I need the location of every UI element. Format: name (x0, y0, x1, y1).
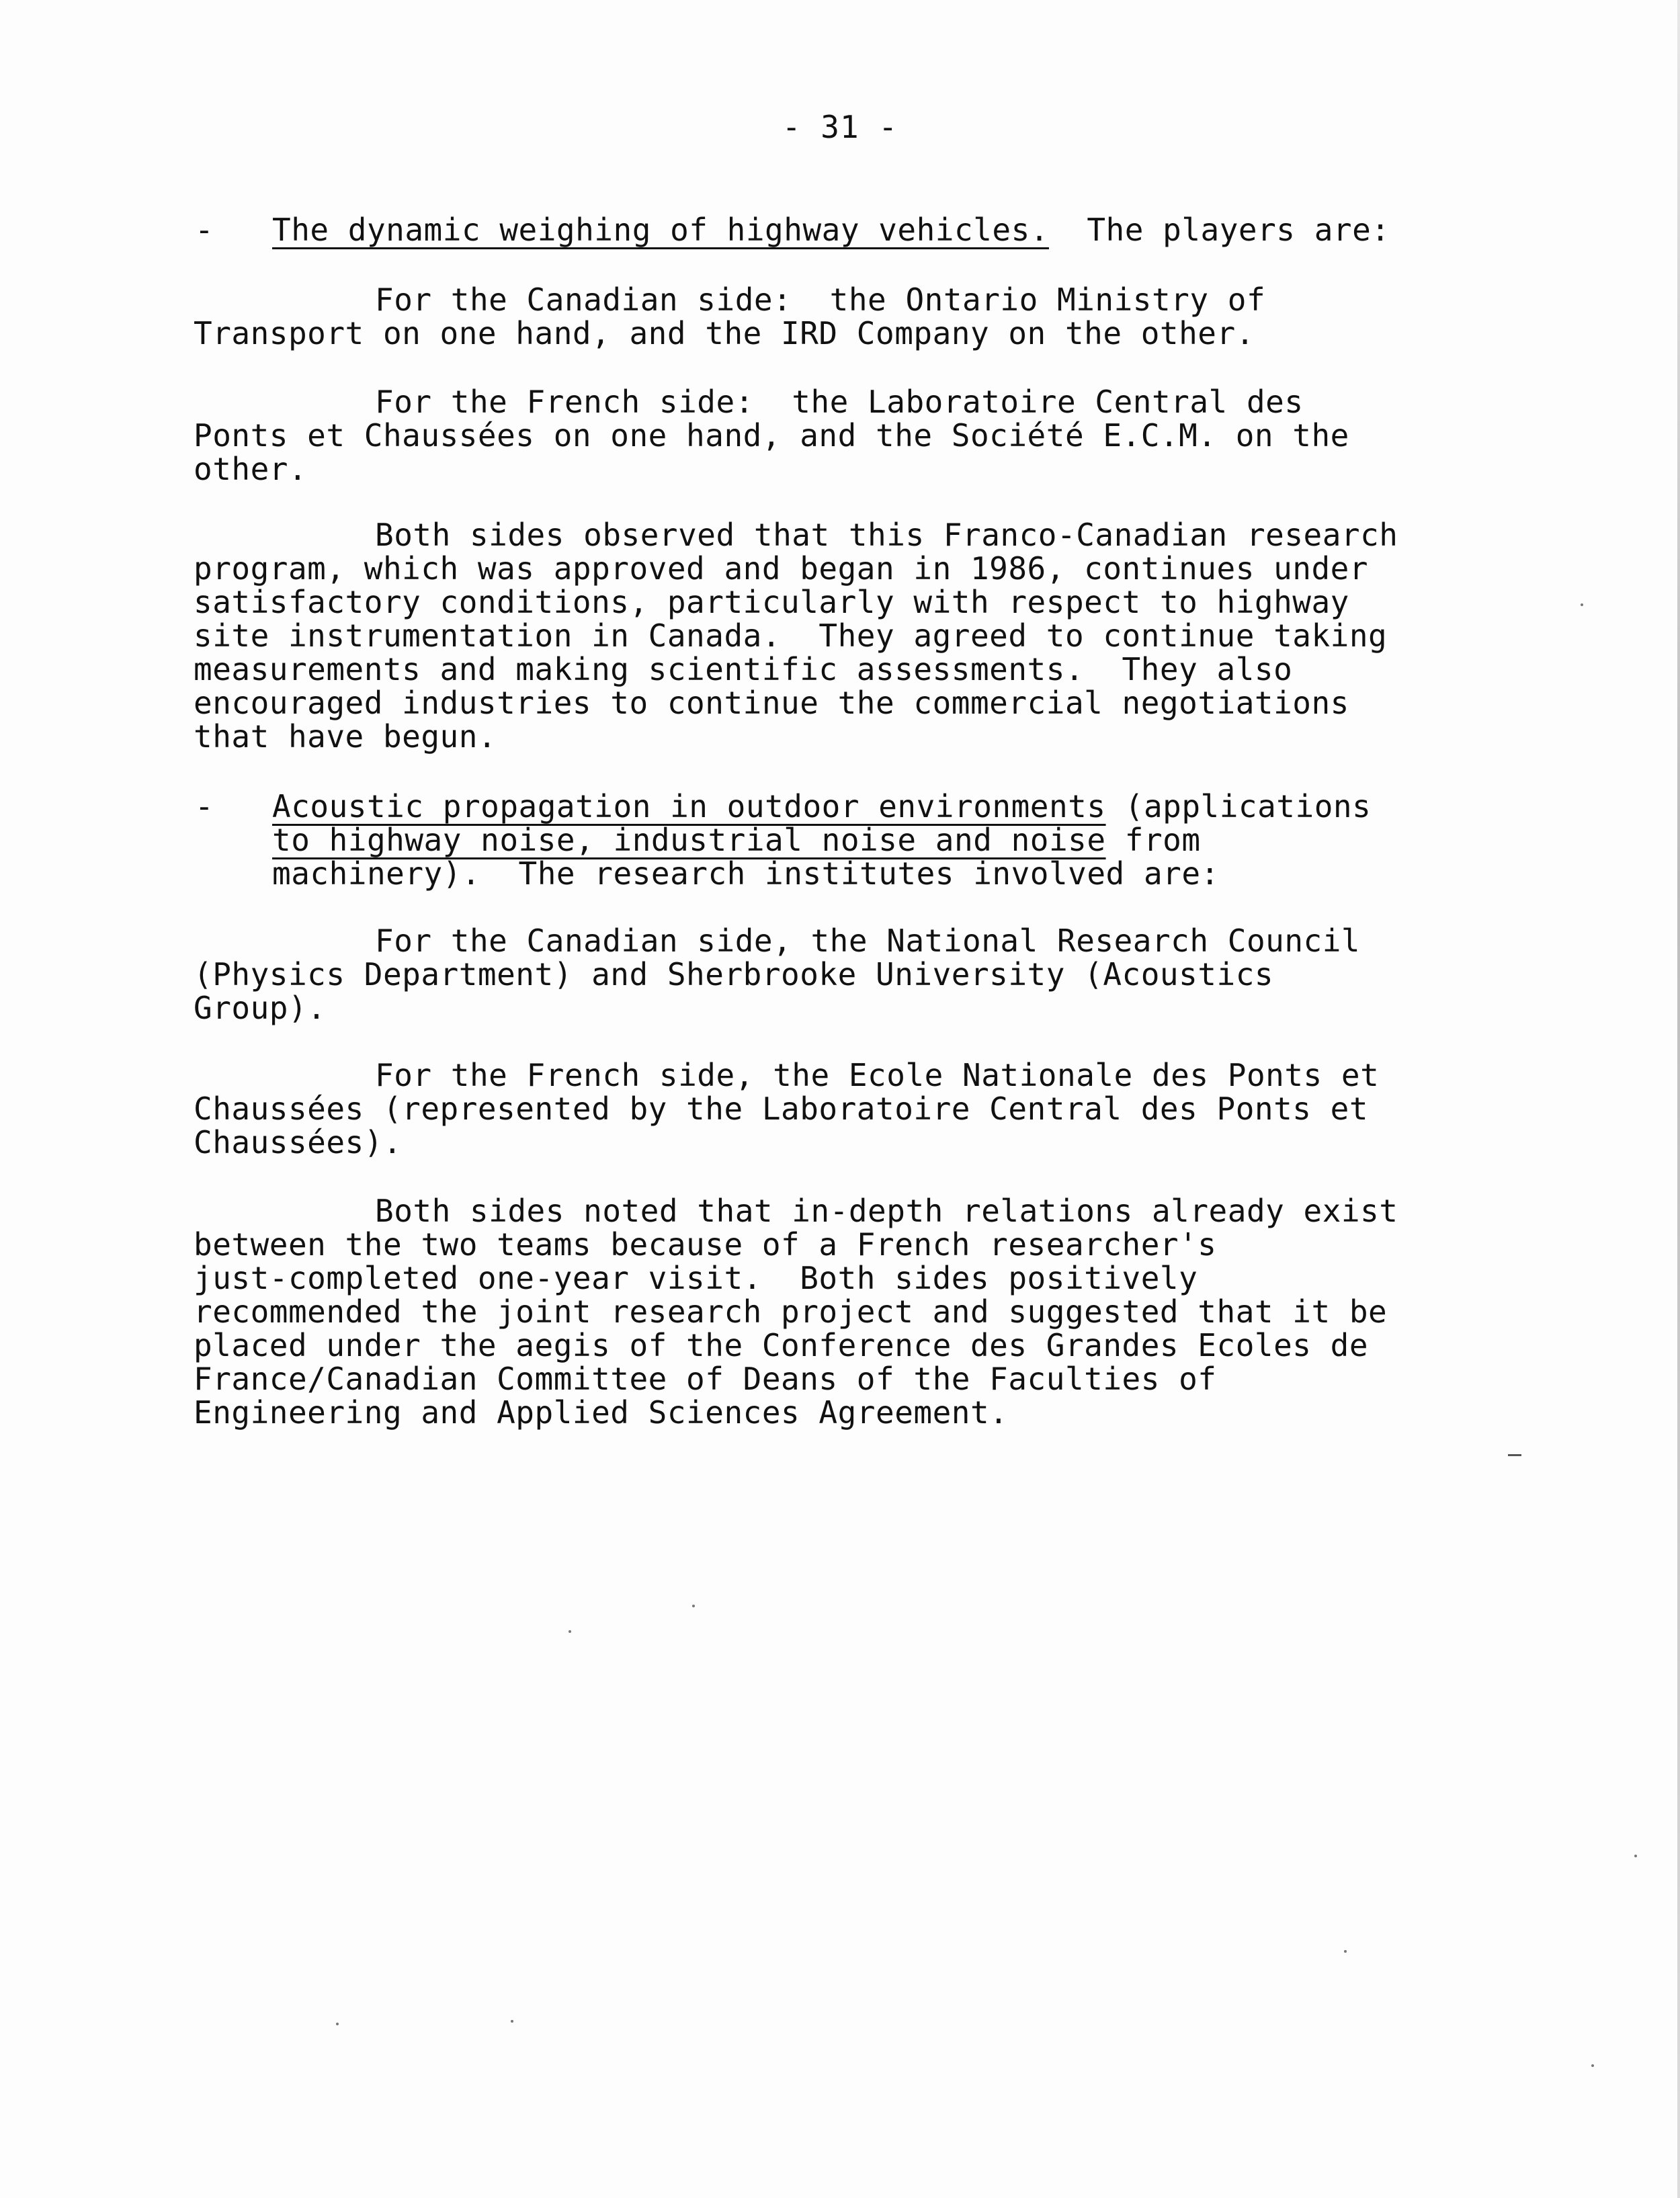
heading-continuation: from (1105, 822, 1201, 858)
heading-continuation: The players are: (1048, 212, 1390, 248)
section-heading-acoustic-propagation (272, 789, 1371, 824)
paragraph-line: just-completed one-year visit. Both sides positively (194, 1260, 1198, 1296)
scan-speck (569, 1630, 571, 1633)
scan-speck (1634, 1855, 1637, 1857)
scan-speck (511, 2020, 513, 2023)
paragraph-line: For the French side: the Laboratoire Central des (375, 384, 1304, 420)
paragraph-line: that have begun. (194, 718, 497, 755)
scan-speck (336, 2023, 339, 2025)
paragraph-line: Both sides observed that this Franco-Canadian research (375, 517, 1398, 553)
paragraph-line: For the Canadian side, the National Research Council (375, 923, 1361, 959)
paragraph-line: Ponts et Chaussées on one hand, and the Société E.C.M. on the (194, 417, 1349, 454)
paragraph-line: satisfactory conditions, particularly with respect to highway (194, 584, 1349, 620)
underlined-topic: to highway noise, industrial noise and noise (272, 822, 1106, 858)
paragraph-line: Both sides noted that in-depth relations already exist (375, 1193, 1398, 1229)
heading-continuation: (applications (1105, 788, 1372, 825)
section-heading-dynamic-weighing (272, 212, 1390, 247)
bullet-dash: - (195, 788, 214, 825)
paragraph-line: France/Canadian Committee of Deans of the Faculties of (194, 1361, 1217, 1397)
page-number: - 31 - (782, 109, 898, 145)
paragraph-line: Engineering and Applied Sciences Agreement. (194, 1394, 1009, 1431)
paragraph-line: For the Canadian side: the Ontario Ministry of (375, 282, 1266, 318)
section-heading-line: machinery). The research institutes involved are: (272, 855, 1220, 892)
paragraph-line: Chaussées). (194, 1124, 403, 1160)
scan-speck (1581, 603, 1583, 606)
paragraph-line: Transport on one hand, and the IRD Company on the other. (194, 315, 1255, 351)
paragraph-line: between the two teams because of a French researcher's (194, 1226, 1217, 1263)
paragraph-line: site instrumentation in Canada. They agreed to continue taking (194, 618, 1388, 654)
scan-edge (1677, 0, 1680, 2198)
paragraph-line: (Physics Department) and Sherbrooke University (Acoustics (194, 956, 1274, 992)
paragraph-line: program, which was approved and began in 1986, continues under (194, 550, 1369, 587)
paragraph-line: recommended the joint research project and suggested that it be (194, 1294, 1388, 1330)
scan-speck (1344, 1950, 1347, 1953)
paragraph-line: measurements and making scientific assessments. They also (194, 651, 1293, 687)
paragraph-line: Chaussées (represented by the Laboratoire Central des Ponts et (194, 1091, 1369, 1127)
scan-speck (1591, 2064, 1594, 2067)
paragraph-line: placed under the aegis of the Conference des Grandes Ecoles de (194, 1327, 1369, 1363)
paragraph-line: encouraged industries to continue the commercial negotiations (194, 685, 1349, 721)
paragraph-line: Group). (194, 990, 327, 1026)
underlined-topic: The dynamic weighing of highway vehicles. (272, 212, 1049, 248)
scan-speck (692, 1605, 695, 1607)
section-heading-line (272, 822, 1201, 857)
underlined-topic: Acoustic propagation in outdoor environments (272, 788, 1106, 825)
bullet-dash: - (195, 212, 214, 248)
paragraph-line: For the French side, the Ecole Nationale des Ponts et (375, 1057, 1380, 1093)
paragraph-line: other. (194, 451, 308, 487)
scan-mark (1508, 1454, 1521, 1456)
